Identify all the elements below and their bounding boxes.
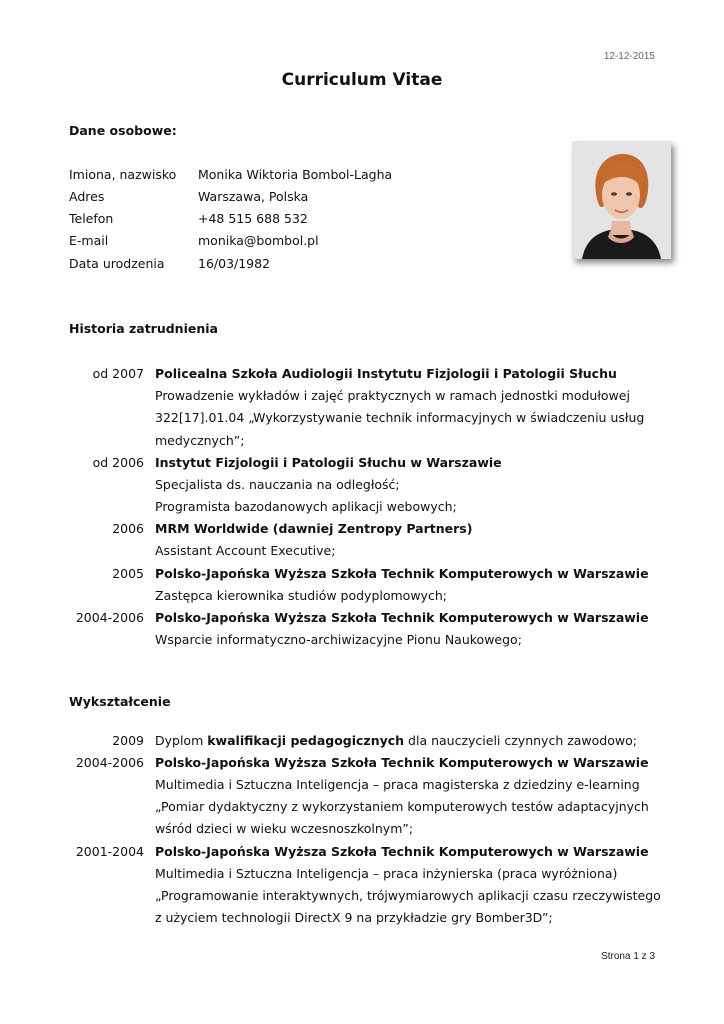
entry-description: medycznych”;	[155, 433, 245, 448]
entry-description: Wsparcie informatyczno-archiwizacyjne Pionu Naukowego;	[155, 632, 522, 647]
diploma-prefix: Dyplom	[155, 733, 208, 748]
list-item	[0, 366, 724, 388]
entry-organization: MRM Worldwide (dawniej Zentropy Partners)	[155, 521, 473, 536]
field-value-email: monika@bombol.pl	[198, 233, 319, 248]
entry-organization: Polsko-Japońska Wyższa Szkoła Technik Komputerowych w Warszawie	[155, 610, 649, 625]
list-item	[0, 566, 724, 588]
entry-organization: Policealna Szkoła Audiologii Instytutu Fizjologii i Patologii Słuchu	[155, 366, 617, 381]
entry-organization: Instytut Fizjologii i Patologii Słuchu w Warszawie	[155, 455, 502, 470]
field-value-address: Warszawa, Polska	[198, 189, 309, 204]
entry-year: 2004-2006	[75, 610, 144, 625]
field-value-name: Monika Wiktoria Bombol-Lagha	[198, 167, 393, 182]
page-number: Strona 1 z 3	[601, 951, 655, 962]
list-item	[0, 755, 724, 777]
entry-organization: Polsko-Japońska Wyższa Szkoła Technik Komputerowych w Warszawie	[155, 566, 649, 581]
entry-year: 2006	[112, 521, 144, 536]
profile-photo	[572, 141, 671, 259]
education-heading: Wykształcenie	[69, 694, 171, 709]
field-label-address: Adres	[69, 189, 105, 204]
portrait-image	[572, 141, 671, 259]
entry-year: od 2006	[92, 455, 144, 470]
document-date: 12-12-2015	[603, 51, 655, 62]
entry-description: z użyciem technologii DirectX 9 na przykładzie gry Bomber3D”;	[155, 910, 553, 925]
entry-description: „Programowanie interaktywnych, trójwymiarowych aplikacji czasu rzeczywistego	[155, 888, 661, 903]
field-label-name: Imiona, nazwisko	[69, 167, 177, 182]
entry-year: 2009	[112, 733, 144, 748]
entry-description: Multimedia i Sztuczna Inteligencja – praca magisterska z dziedziny e-learning	[155, 777, 640, 792]
list-item	[0, 610, 724, 632]
entry-organization: Polsko-Japońska Wyższa Szkoła Technik Komputerowych w Warszawie	[155, 844, 649, 859]
entry-description: 322[17].01.04 „Wykorzystywanie technik informacyjnych w świadczeniu usług	[155, 410, 645, 425]
entry-year: od 2007	[92, 366, 144, 381]
field-value-birthdate: 16/03/1982	[198, 256, 271, 271]
entry-description: Assistant Account Executive;	[155, 543, 336, 558]
field-label-birthdate: Data urodzenia	[69, 256, 165, 271]
diploma-qualification: kwalifikacji pedagogicznych	[207, 733, 405, 748]
entry-year: 2005	[112, 566, 144, 581]
entry-year: 2004-2006	[75, 755, 144, 770]
entry-description: Specjalista ds. nauczania na odległość;	[155, 477, 400, 492]
entry-description: wśród dzieci w wieku wczesnoszkolnym”;	[155, 821, 414, 836]
list-item	[0, 521, 724, 543]
entry-description: Prowadzenie wykładów i zajęć praktycznych w ramach jednostki modułowej	[155, 388, 630, 403]
entry-year: 2001-2004	[75, 844, 144, 859]
document-title: Curriculum Vitae	[281, 70, 443, 90]
list-item	[0, 844, 724, 866]
field-value-phone: +48 515 688 532	[198, 211, 308, 226]
field-label-phone: Telefon	[69, 211, 114, 226]
entry-description: Zastępca kierownika studiów podyplomowych;	[155, 588, 447, 603]
entry-description: „Pomiar dydaktyczny z wykorzystaniem komputerowych testów adaptacyjnych	[155, 799, 649, 814]
entry-description	[155, 733, 637, 748]
entry-description: Multimedia i Sztuczna Inteligencja – praca inżynierska (praca wyróżniona)	[155, 866, 618, 881]
list-item	[0, 733, 724, 755]
employment-heading: Historia zatrudnienia	[69, 321, 218, 336]
entry-description: Programista bazodanowych aplikacji webowych;	[155, 499, 457, 514]
entry-organization: Polsko-Japońska Wyższa Szkoła Technik Komputerowych w Warszawie	[155, 755, 649, 770]
field-label-email: E-mail	[69, 233, 109, 248]
diploma-suffix: dla nauczycieli czynnych zawodowo;	[404, 733, 637, 748]
list-item	[0, 455, 724, 477]
personal-heading: Dane osobowe:	[69, 123, 177, 138]
